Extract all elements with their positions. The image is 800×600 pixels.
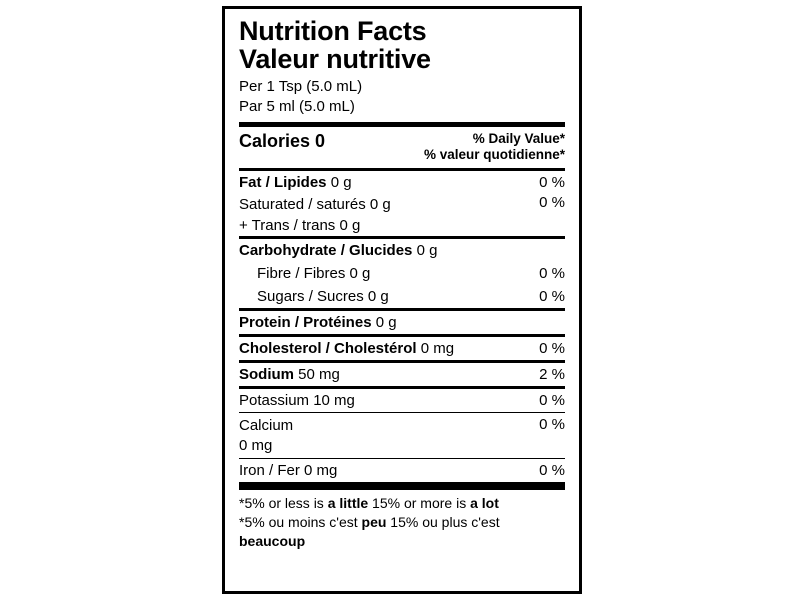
calcium-name-text: Calcium [239,417,294,435]
cholesterol-dv: 0 % [539,340,565,358]
footnote-fr-part2: 15% ou plus c'est [386,514,500,531]
sugars-dv: 0 % [539,288,565,306]
protein-amount: 0 g [375,314,397,332]
row-protein [239,311,565,334]
serving-size-french: Par 5 ml (5.0 mL) [239,98,355,116]
sugars-name: Sugars / Sucres 0 g [257,288,389,306]
nutrition-facts-panel [222,6,582,594]
footnote [239,490,565,551]
carbohydrate-name-text: Carbohydrate / Glucides [239,242,413,260]
footnote-fr-part1: *5% ou moins c'est [239,514,362,531]
cholesterol-name [239,340,454,357]
carbohydrate-name [239,242,437,259]
fat-name [239,174,352,191]
iron-name: Iron / Fer 0 mg [239,462,338,480]
potassium-dv: 0 % [539,392,565,410]
footnote-en-part1: *5% or less is [239,495,328,512]
fat-name-text: Fat / Lipides [239,174,327,192]
sodium-amount: 50 mg [298,366,340,384]
calcium-name [239,416,293,455]
calcium-amount: 0 mg [239,436,273,454]
protein-name [239,314,397,331]
row-sodium [239,363,565,386]
footnote-en-part2: 15% or more is [368,495,471,512]
row-fibre [239,262,565,285]
row-iron [239,459,565,482]
row-sugars [239,285,565,308]
calories-row [239,127,565,169]
serving-size-english: Per 1 Tsp (5.0 mL) [239,78,363,96]
daily-value-header [424,131,565,165]
footnote-en-little: a little [327,495,369,512]
calories-label: Calories 0 [239,130,326,151]
footnote-en-lot: a lot [470,495,499,512]
fibre-dv: 0 % [539,265,565,283]
cholesterol-amount: 0 mg [420,340,455,358]
title-french: Valeur nutritive [239,44,431,75]
row-fat [239,171,565,194]
carbohydrate-amount: 0 g [416,242,438,260]
row-potassium [239,389,565,412]
fibre-name: Fibre / Fibres 0 g [257,265,371,283]
sodium-dv: 2 % [539,366,565,384]
saturated-trans-dv: 0 % [539,194,565,212]
sodium-name-text: Sodium [239,366,294,384]
row-cholesterol [239,337,565,360]
footnote-french-continued: beaucoup [239,533,306,550]
title-english: Nutrition Facts [239,16,427,46]
saturated-fat-name: Saturated / saturés 0 g [239,196,391,214]
potassium-name: Potassium 10 mg [239,392,355,410]
cholesterol-name-text: Cholesterol / Cholestérol [239,340,417,358]
daily-value-header-english: % Daily Value* [472,130,565,146]
sodium-name [239,366,340,383]
footnote-french [239,513,565,532]
iron-dv: 0 % [539,462,565,480]
footnote-fr-little: peu [361,514,387,531]
protein-name-text: Protein / Protéines [239,314,372,332]
divider-above-footnote [239,482,565,490]
fat-dv: 0 % [539,174,565,192]
daily-value-header-french: % valeur quotidienne* [423,147,565,163]
calcium-dv: 0 % [539,416,565,434]
fat-amount: 0 g [330,174,352,192]
trans-fat-name: + Trans / trans 0 g [239,217,361,235]
row-calcium [239,413,565,458]
fat-subrows [239,194,565,236]
footnote-english [239,494,565,513]
row-carbohydrate [239,239,565,262]
